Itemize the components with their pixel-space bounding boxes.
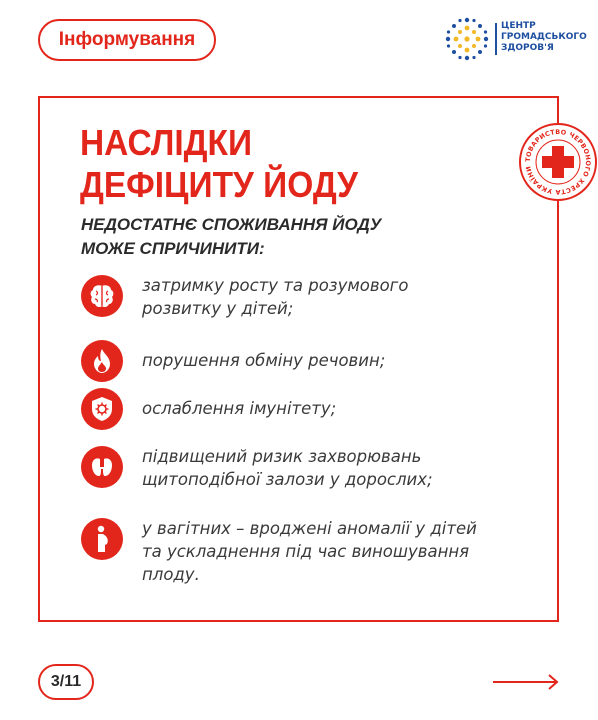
page-indicator-label: 3/11 [50, 673, 82, 690]
item-text-line: ослаблення імунітету; [142, 399, 337, 419]
logo-line-3: ЗДОРОВ'Я [501, 43, 554, 53]
item-text-line: плоду. [142, 565, 200, 585]
logo-mark-icon [444, 16, 490, 62]
logo-text [501, 21, 587, 54]
item-text-line: та ускладнення під час виношування [142, 542, 470, 562]
item-text [142, 518, 511, 587]
seal-text: ТОВАРИСТВО ЧЕРВОНОГО ХРЕСТА УКРАЇНИ [523, 127, 593, 197]
public-health-center-logo [444, 16, 587, 62]
brain-icon [81, 275, 123, 317]
item-text-line: порушення обміну речовин; [142, 351, 386, 371]
subtitle-line-1: НЕДОСТАТНЄ СПОЖИВАННЯ ЙОДУ [81, 215, 382, 234]
page-indicator [38, 664, 94, 700]
page-subtitle [81, 213, 381, 261]
item-text-line: у вагітних – вроджені аномалії у дітей [142, 519, 477, 539]
logo-line-1: ЦЕНТР [501, 21, 536, 31]
logo-divider [495, 23, 497, 55]
item-text-line: затримку росту та розумового [142, 276, 409, 296]
shield-virus-icon [81, 388, 123, 430]
item-text [142, 350, 511, 373]
title-line-1: НАСЛІДКИ [80, 122, 253, 163]
page-title [80, 122, 358, 206]
category-label: Інформування [58, 29, 196, 50]
item-text [142, 446, 511, 492]
logo-line-2: ГРОМАДСЬКОГО [501, 32, 587, 42]
arrow-right-icon[interactable] [492, 672, 560, 692]
flame-icon [81, 340, 123, 382]
item-text-line: щитоподібної залози у дорослих; [142, 470, 433, 490]
item-text [142, 275, 511, 321]
pregnant-woman-icon [81, 518, 123, 560]
item-text [142, 398, 511, 421]
title-line-2: ДЕФІЦИТУ ЙОДУ [80, 164, 358, 205]
subtitle-line-2: МОЖЕ СПРИЧИНИТИ: [81, 239, 265, 258]
item-text-line: розвитку у дітей; [142, 299, 294, 319]
red-cross-seal-icon [518, 122, 598, 202]
category-badge [38, 19, 216, 61]
item-text-line: підвищений ризик захворювань [142, 447, 422, 467]
thyroid-icon [81, 446, 123, 488]
